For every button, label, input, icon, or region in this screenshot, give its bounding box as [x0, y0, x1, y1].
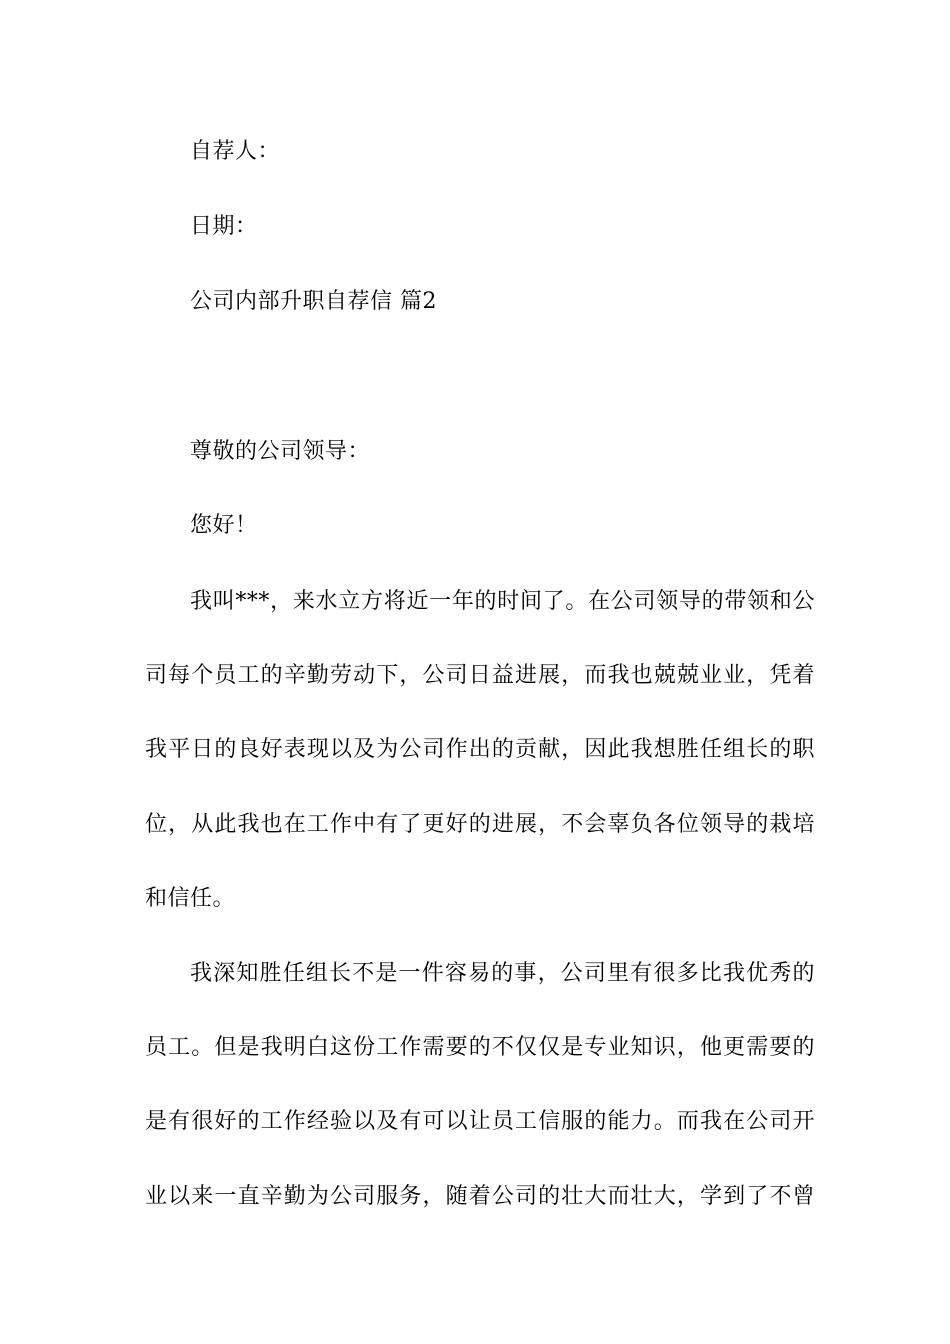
paragraph-2-line: 我深知胜任组长不是一件容易的事，公司里有很多比我优秀的 — [190, 961, 815, 986]
paragraph-1-line: 我叫***，来水立方将近一年的时间了。在公司领导的带领和公 — [190, 589, 815, 614]
paragraph-2-line: 是有很好的工作经验以及有可以让员工信服的能力。而我在公司开 — [145, 1109, 815, 1134]
paragraph-1-line: 和信任。 — [145, 886, 236, 911]
paragraph-2-line: 员工。但是我明白这份工作需要的不仅仅是专业知识，他更需要的 — [145, 1035, 815, 1060]
paragraph-1-line: 司每个员工的辛勤劳动下，公司日益进展，而我也兢兢业业，凭着 — [145, 663, 815, 688]
salutation: 尊敬的公司领导： — [190, 439, 371, 464]
greeting: 您好！ — [190, 513, 258, 538]
paragraph-1-line: 位，从此我也在工作中有了更好的进展，不会辜负各位领导的栽培 — [145, 812, 815, 837]
paragraph-2-line: 业以来一直辛勤为公司服务，随着公司的壮大而壮大，学到了不曾 — [145, 1184, 815, 1209]
paragraph-1-line: 我平日的良好表现以及为公司作出的贡献，因此我想胜任组长的职 — [145, 737, 815, 762]
section-title: 公司内部升职自荐信 篇2 — [190, 289, 437, 314]
recommender-label: 自荐人： — [190, 139, 281, 164]
date-label: 日期： — [190, 214, 258, 239]
